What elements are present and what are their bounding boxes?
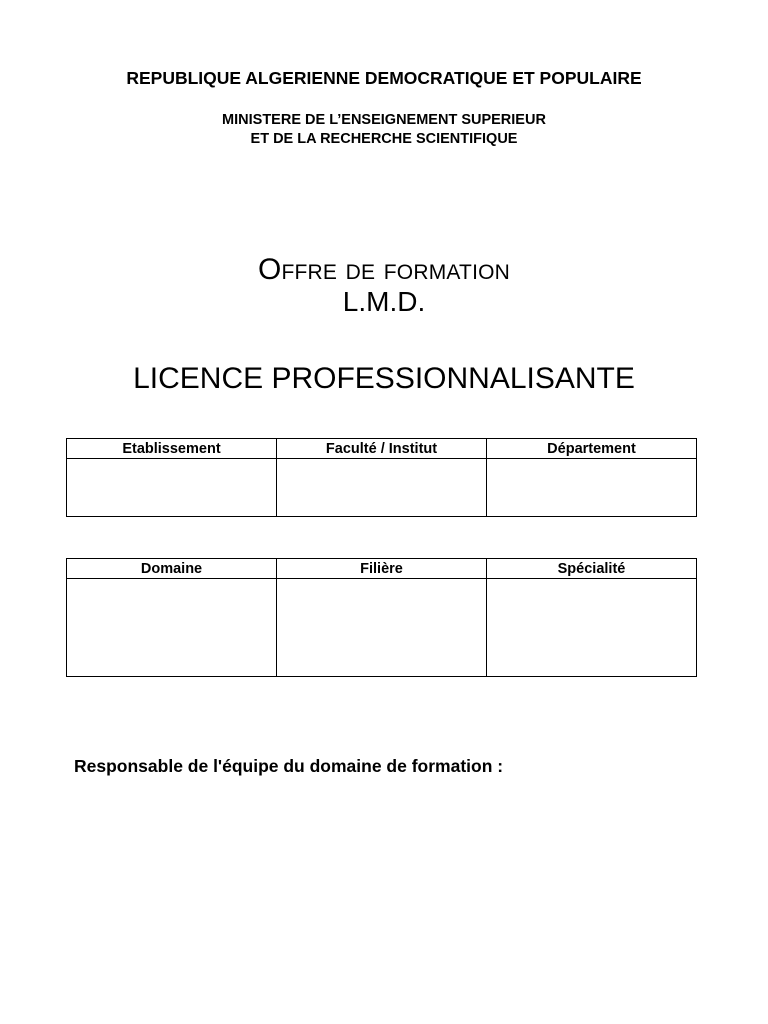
republic-heading: REPUBLIQUE ALGERIENNE DEMOCRATIQUE ET POPULAIRE bbox=[126, 68, 642, 88]
filiere-header: Filière bbox=[277, 559, 487, 579]
filiere-cell[interactable] bbox=[277, 579, 487, 677]
domain-table-header-row bbox=[67, 559, 697, 579]
faculte-institut-header: Faculté / Institut bbox=[277, 439, 487, 459]
offre-de-formation-title: Offre de formation bbox=[257, 253, 511, 286]
departement-header: Département bbox=[487, 439, 697, 459]
establishment-table-value-row bbox=[67, 459, 697, 517]
licence-title: LICENCE PROFESSIONNALISANTE bbox=[133, 362, 635, 395]
specialite-header: Spécialité bbox=[487, 559, 697, 579]
establishment-table bbox=[66, 438, 697, 517]
lmd-title: L.M.D. bbox=[342, 286, 426, 317]
establishment-table-header-row bbox=[67, 439, 697, 459]
responsable-label: Responsable de l'équipe du domaine de formation : bbox=[74, 756, 504, 776]
departement-cell[interactable] bbox=[487, 459, 697, 517]
domaine-header: Domaine bbox=[67, 559, 277, 579]
ministry-heading bbox=[0, 111, 768, 149]
ministry-line-1: MINISTERE DE L’ENSEIGNEMENT SUPERIEUR bbox=[222, 112, 546, 128]
etablissement-cell[interactable] bbox=[67, 459, 277, 517]
etablissement-header: Etablissement bbox=[67, 439, 277, 459]
specialite-cell[interactable] bbox=[487, 579, 697, 677]
domain-table bbox=[66, 558, 697, 677]
faculte-institut-cell[interactable] bbox=[277, 459, 487, 517]
ministry-line-2: ET DE LA RECHERCHE SCIENTIFIQUE bbox=[250, 131, 518, 147]
domain-table-value-row bbox=[67, 579, 697, 677]
domaine-cell[interactable] bbox=[67, 579, 277, 677]
offre-title bbox=[0, 252, 768, 288]
